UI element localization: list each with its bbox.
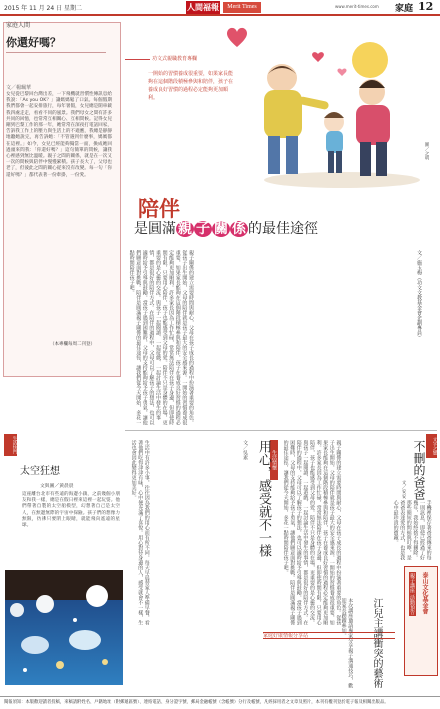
space-article-label: 生活快門 xyxy=(4,434,17,456)
right-article-label: 文字之戀 xyxy=(426,434,437,458)
events-headline: 江兒主講衝突的藝術 xyxy=(371,598,382,688)
hero-lead-text: 一開始的習慣養成很重要，如果家長能夠在這個階段積極參與和陪伴，孩子在養成良好習慣的過程必定能夠更加順利。 xyxy=(148,71,234,101)
events-body xyxy=(340,598,366,688)
newspaper-logo-en: Merit Times xyxy=(223,2,261,13)
illustration-caption: 圖／之明 xyxy=(424,142,429,160)
subheadline-highlight-char: 關 xyxy=(214,221,228,237)
subheadline-highlight-char: 子 xyxy=(196,221,210,237)
website-url[interactable]: www.merit-times.com xyxy=(335,4,379,9)
events-box-title: 泰山文化基金會 xyxy=(421,572,428,614)
right-article-byline: 文／安安 xyxy=(401,480,406,499)
right-article-body xyxy=(392,500,432,560)
space-article-title: 太空狂想 xyxy=(20,466,60,477)
subheadline-prefix: 是圓滿 xyxy=(134,221,176,237)
left-article-rule xyxy=(6,52,106,53)
left-article-title: 你還好嗎？ xyxy=(6,36,61,49)
right-article-headline: 不刪的爸爸 xyxy=(412,440,426,500)
page-number: 12 xyxy=(418,0,434,13)
main-article-byline: 文／施玉梅（功文文教基金會企劃專員） xyxy=(416,250,422,340)
section-title: 家庭 xyxy=(395,4,414,14)
middle-article-label: 生活情懷 xyxy=(270,440,278,480)
main-subheadline xyxy=(134,218,318,238)
page-footer xyxy=(0,696,440,709)
events-box-subtitle: 親子講座 活動預告 xyxy=(409,573,415,615)
space-article-body: 這座離台北市有些遠的海邊小鎮，之前幾個小朋友和我一樣，總是在假日裡來這裡一起玩耍。他們帶著自製的太空船模型，幻想著自己是太空人，在無邊無際的宇宙中探險。孩子們的想像力無限，彷彿只要閉上眼睛，就能飛向遙遠的星球。 xyxy=(22,492,120,529)
footer-notice: 閱報須知：本版歡迎讀者投稿，來稿請附姓名、戶籍地址（附郵遞區號）、連絡電話、身分證字號、郵局金融帳號（含帳號）分行及帳號，凡經採用者之文章及照片，本刊有權刊登於電子報及相關出版品。 xyxy=(4,700,389,705)
space-model-photo xyxy=(5,570,123,685)
hero-column-tag: 功文式親職教育專欄 xyxy=(152,56,198,62)
subheadline-highlight-char: 親 xyxy=(178,221,192,237)
section-divider xyxy=(125,430,437,431)
left-article-kicker: 家庭人間 xyxy=(6,22,31,29)
left-article-body: 女兒從巴黎回台灣出差，一下飛機就習慣性傳訊息給我說：「As you OK？」讓媽媽鬆了口氣。每個假期我們都會一起安排旅行，每年暑假，女兒總是開車載我四處走走，看看不同的風景。我們母女之間有許多共同的回憶，也常常互相關心、互相問候。記得女兒剛到巴黎工作的那一年，她常常在深夜打電話回家，告訴我工作上的壓力與生活上的不適應，我總是靜靜地聽她說完，再告訴她：「不管遇到什麼事，媽媽都在這裡。」如今，女兒已經能夠獨當一面，換成她回過頭來問我：「你還好嗎？」這句簡單的問候，讓我心裡感到無比溫暖。親子之間的關係，就是在一次又一次的問候與陪伴中慢慢累積。孩子長大了，父母也老了，但彼此之間的關心從來沒有改變。每一句「你還好嗎？」都代表著一份牽掛，一份愛。 xyxy=(6,92,112,178)
events-strip: 家庭好康情報分享站 xyxy=(263,632,395,639)
middle-article-byline: 文／吳素 xyxy=(242,440,248,460)
right-article-text: 手機裡保存著爸爸傳來的每一則訊息，即使已經過了好幾年，我始終捨不得刪除。那些簡短的問候與叮嚀，是爸爸表達愛的方式，也是我心中最珍貴的寶藏。 xyxy=(392,500,432,560)
left-article-byline: 文／楊珮華 xyxy=(6,85,32,91)
main-headline: 陪伴 xyxy=(138,196,180,221)
parent-child-illustration xyxy=(242,30,422,190)
subheadline-highlight-char: 係 xyxy=(232,221,246,237)
main-article-body xyxy=(128,250,410,426)
left-article-note: （本專欄每周二刊登） xyxy=(50,342,95,347)
events-text: 本次講座邀請專家分享親子溝通技巧，歡迎家長踴躍參加。 xyxy=(340,598,354,688)
masthead xyxy=(0,0,440,16)
middle-article-headline: 用心，感受就不一樣 xyxy=(256,440,271,557)
middle-article-body-left xyxy=(130,440,238,625)
newspaper-logo: 人間福報 xyxy=(187,2,219,12)
subheadline-suffix: 的最佳途徑 xyxy=(248,221,318,237)
main-article-text: 親子關係的建立需要時間與耐心，父母在孩子成長的過程中扮演著重要的角色。從孩子出生開始，父母的陪伴就是孩子最大的安全感來源。一開始的習慣養成很重要，如果家長能夠在這個階段積極參與和陪伴，孩子在養成良好習慣的過程必定能夠更加順利。許多家長因為工作忙碌，常常無法陪伴在孩子身邊，但即使時間有限，只要用心陪伴，孩子也能感受到父母的愛。陪伴不只是身體的在場，更重要的是心靈的交流。與孩子一起閱讀、一起遊戲、一起討論生活中發生的事情，都是很好的陪伴方式。在陪伴的過程中，父母可以了解孩子的想法，也可以適時給予引導與鼓勵。當孩子遇到困難時，父母的支持能夠給予孩子勇氣，讓他們願意面對挑戰。陪伴是圓滿親子關係的最佳途徑，讓我們從今天開始，多花一點時間陪伴孩子吧。 xyxy=(128,250,194,425)
issue-date: 2015 年 11 月 24 日 星期二 xyxy=(4,5,82,12)
main-article-continued-text: 親子關係的建立需要時間與耐心，父母在孩子成長的過程中扮演著重要的角色。從孩子出生開始，父母的陪伴就是孩子最大的安全感來源。一開始的習慣養成很重要，如果家長能夠在這個階段積極參與和陪伴，孩子在養成良好習慣的過程必定能夠更加順利。許多家長因為工作忙碌，常常無法陪伴在孩子身邊，但即使時間有限，只要用心陪伴，孩子也能感受到父母的愛。陪伴不只是身體的在場，更重要的是心靈的交流。與孩子一起閱讀、一起遊戲、一起討論生活中發生的事情，都是很好的陪伴方式。在陪伴的過程中，父母可以了解孩子的想法，也可以適時給予引導與鼓勵。當孩子遇到困難時，父母的支持能夠給予孩子勇氣，讓他們願意面對挑戰。陪伴是圓滿親子關係的最佳途徑，讓我們從今天開始，多花一點時間陪伴孩子吧。 xyxy=(282,440,342,625)
space-article-byline: 文與圖／黃晨晨 xyxy=(40,484,74,489)
middle-article-text: 生活中有許多小事，往往因為我們的用心而有所不同。每天早晨替家人準備早餐，看著他們吃得津津有味，心中便充滿了喜悅。用心對待身邊的人，感受就會不一樣，生活也會因此變得更加美好。 xyxy=(130,440,150,625)
